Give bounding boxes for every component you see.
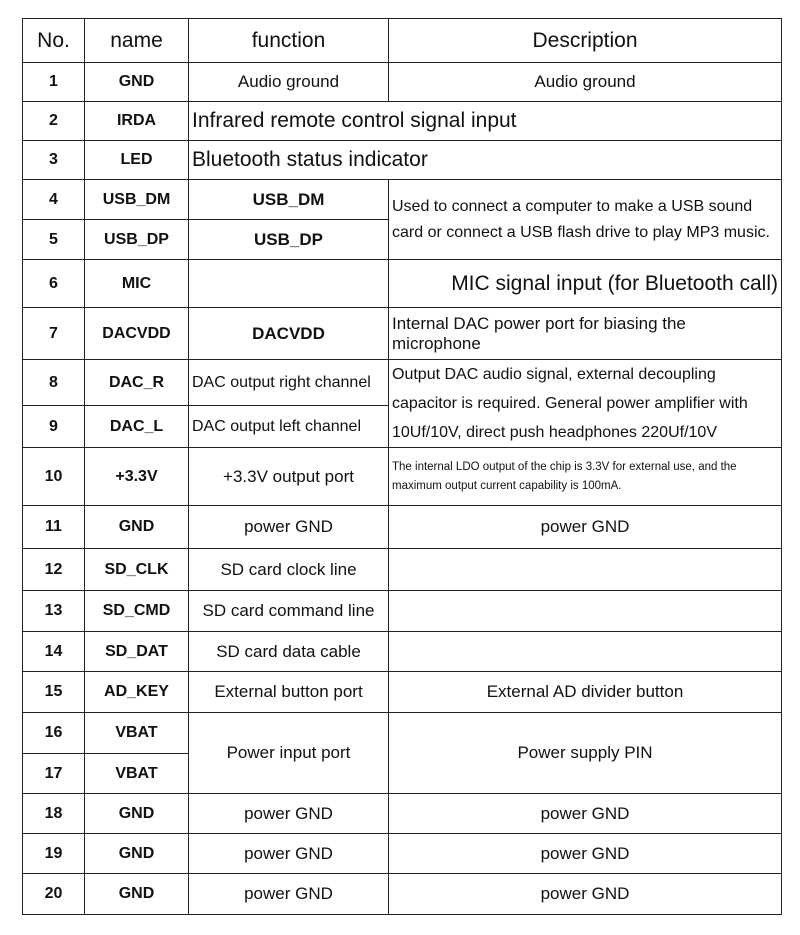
table-row: [23, 260, 782, 308]
pin-description: power GND: [389, 506, 782, 549]
table-row: [23, 63, 782, 102]
pin-name: DAC_R: [85, 360, 189, 406]
pin-function: SD card command line: [189, 591, 389, 632]
pin-description: power GND: [389, 834, 782, 874]
pin-number: 10: [23, 448, 85, 506]
pin-function: DAC output right channel: [189, 360, 389, 406]
pin-description: Power supply PIN: [389, 713, 782, 794]
pin-function: Infrared remote control signal input: [189, 102, 782, 141]
pin-description: [389, 632, 782, 672]
pin-function: DAC output left channel: [189, 406, 389, 448]
table-row: [23, 672, 782, 713]
pin-name: GND: [85, 834, 189, 874]
pin-function: SD card data cable: [189, 632, 389, 672]
pin-number: 12: [23, 549, 85, 591]
pin-number: 1: [23, 63, 85, 102]
table-row: [23, 506, 782, 549]
pin-name: +3.3V: [85, 448, 189, 506]
pin-name: DAC_L: [85, 406, 189, 448]
pin-table: [22, 18, 782, 915]
pin-name: SD_CMD: [85, 591, 189, 632]
pin-name: VBAT: [85, 713, 189, 754]
table-row: [23, 308, 782, 360]
table-row: [23, 834, 782, 874]
pin-description: External AD divider button: [389, 672, 782, 713]
pin-number: 7: [23, 308, 85, 360]
pin-function: USB_DP: [189, 220, 389, 260]
pin-number: 2: [23, 102, 85, 141]
pin-function: SD card clock line: [189, 549, 389, 591]
pin-function: power GND: [189, 834, 389, 874]
pin-function: power GND: [189, 874, 389, 915]
pin-function: DACVDD: [189, 308, 389, 360]
pin-name: VBAT: [85, 754, 189, 794]
pin-function: Bluetooth status indicator: [189, 141, 782, 180]
pin-description: power GND: [389, 874, 782, 915]
pin-name: GND: [85, 63, 189, 102]
pin-description: Output DAC audio signal, external decoupling capacitor is required. General power amplifier with 10Uf/10V, direct push headphones 220Uf/10V: [389, 360, 782, 448]
pin-function: +3.3V output port: [189, 448, 389, 506]
pin-name: DACVDD: [85, 308, 189, 360]
pin-number: 15: [23, 672, 85, 713]
pin-name: AD_KEY: [85, 672, 189, 713]
table-row: [23, 448, 782, 506]
pin-number: 6: [23, 260, 85, 308]
header-no: No.: [23, 19, 85, 63]
pin-name: SD_DAT: [85, 632, 189, 672]
pin-function: External button port: [189, 672, 389, 713]
pin-description: Audio ground: [389, 63, 782, 102]
pin-name: SD_CLK: [85, 549, 189, 591]
pin-number: 4: [23, 180, 85, 220]
table-row: [23, 632, 782, 672]
pin-name: USB_DM: [85, 180, 189, 220]
pin-number: 19: [23, 834, 85, 874]
table-row: [23, 794, 782, 834]
pin-description: Internal DAC power port for biasing the microphone: [389, 308, 782, 360]
pin-function: USB_DM: [189, 180, 389, 220]
pin-number: 9: [23, 406, 85, 448]
pin-function: power GND: [189, 506, 389, 549]
pin-name: USB_DP: [85, 220, 189, 260]
table-row: [23, 549, 782, 591]
pin-name: GND: [85, 506, 189, 549]
pin-number: 17: [23, 754, 85, 794]
pin-function: Audio ground: [189, 63, 389, 102]
pin-number: 11: [23, 506, 85, 549]
pin-description: The internal LDO output of the chip is 3.3V for external use, and the maximum output current capability is 100mA.: [389, 448, 782, 506]
pin-function: power GND: [189, 794, 389, 834]
pin-number: 14: [23, 632, 85, 672]
header-function: function: [189, 19, 389, 63]
table-row: [23, 141, 782, 180]
table-row: [23, 874, 782, 915]
pin-function: Power input port: [189, 713, 389, 794]
pin-description: [389, 549, 782, 591]
table-row: [23, 713, 782, 754]
pin-number: 13: [23, 591, 85, 632]
table-row: [23, 180, 782, 220]
pin-number: 20: [23, 874, 85, 915]
table-row: [23, 102, 782, 141]
pin-description: Used to connect a computer to make a USB sound card or connect a USB flash drive to play MP3 music.: [389, 180, 782, 260]
pin-number: 8: [23, 360, 85, 406]
table-row: [23, 591, 782, 632]
pin-function: [189, 260, 389, 308]
pin-description: MIC signal input (for Bluetooth call): [389, 260, 782, 308]
pin-number: 3: [23, 141, 85, 180]
header-description: Description: [389, 19, 782, 63]
pin-number: 16: [23, 713, 85, 754]
pin-name: LED: [85, 141, 189, 180]
pin-number: 18: [23, 794, 85, 834]
pin-name: IRDA: [85, 102, 189, 141]
pin-name: GND: [85, 794, 189, 834]
pin-description: power GND: [389, 794, 782, 834]
header-row: [23, 19, 782, 63]
table-row: [23, 360, 782, 406]
header-name: name: [85, 19, 189, 63]
pin-number: 5: [23, 220, 85, 260]
pin-description: [389, 591, 782, 632]
pin-name: GND: [85, 874, 189, 915]
pin-name: MIC: [85, 260, 189, 308]
